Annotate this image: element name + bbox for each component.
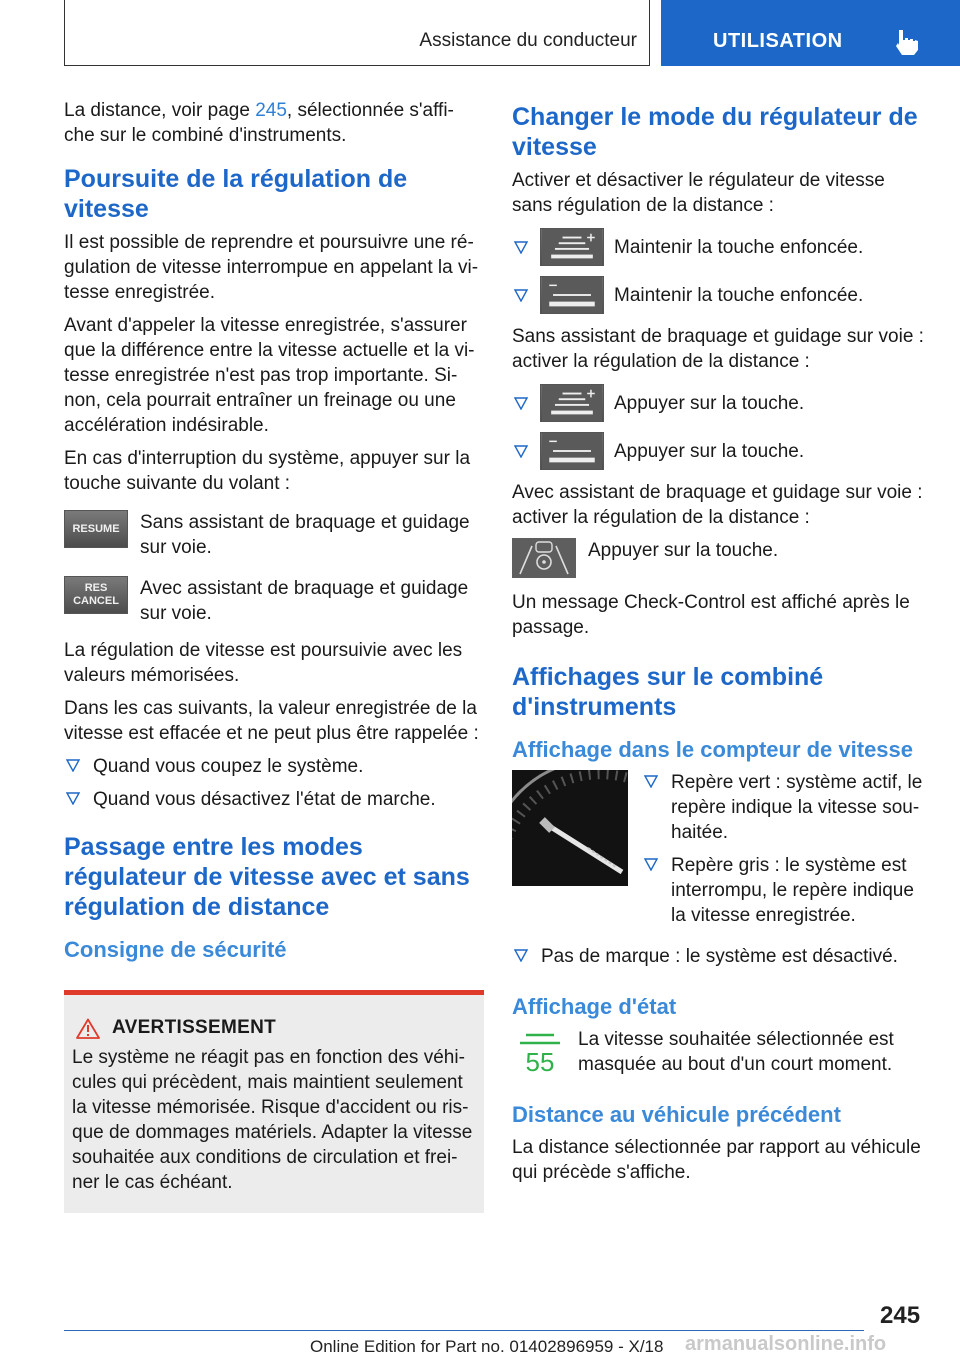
heading-resume: Poursuite de la régulation de vitesse bbox=[64, 165, 408, 223]
watermark-text: armanualsonline.info bbox=[685, 1333, 887, 1355]
page-header bbox=[64, 0, 960, 66]
warning-triangle-icon bbox=[76, 1018, 100, 1039]
heading-switch-modes: Passage entre les modes régulateur de vitesse avec et sans régulation de distance bbox=[64, 833, 470, 921]
distance-minus-button-icon bbox=[540, 276, 604, 314]
list-item: Quand vous coupez le système. bbox=[64, 754, 484, 779]
pointing-hand-icon bbox=[893, 28, 921, 56]
chapter-tab bbox=[661, 0, 960, 66]
resume-paragraph-5: Dans les cas suivants, la valeur enregistrée de la vitesse est effacée et ne peut plus être rappelée : bbox=[64, 698, 479, 744]
triangle-bullet-icon bbox=[66, 792, 80, 805]
list-item: Repère gris : le système est interrompu, le repère indique la vitesse enregistrée. bbox=[642, 853, 928, 928]
status-speed-number: 55 bbox=[525, 1047, 555, 1077]
press-text-3: Appuyer sur la touche. bbox=[588, 540, 779, 561]
section-title: Assistance du conducteur bbox=[419, 30, 637, 51]
resume-paragraph-3: En cas d'interruption du système, appuyer sur la touche suivante du volant : bbox=[64, 448, 471, 494]
set-speed-indicator-icon bbox=[512, 1027, 568, 1079]
status-row bbox=[512, 1027, 928, 1079]
intro-paragraph: La distance, voir page 245, sélectionnée s'affi-che sur le combiné d'instruments. bbox=[64, 100, 454, 146]
rescancel-button-image: RES CANCEL bbox=[64, 576, 128, 614]
triangle-bullet-icon bbox=[644, 858, 658, 871]
resume-paragraph-1: Il est possible de reprendre et poursuivre une ré-gulation de vitesse interrompue en appelant la vi-tesse enregistrée. bbox=[64, 232, 479, 303]
heading-status-display: Affichage d'état bbox=[512, 994, 677, 1019]
warning-box bbox=[64, 990, 484, 1213]
hold-row-1 bbox=[512, 228, 928, 266]
distance-paragraph: La distance sélectionnée par rapport au véhicule qui précède s'affiche. bbox=[512, 1137, 921, 1183]
speedometer-image bbox=[512, 770, 628, 886]
speedometer-list bbox=[642, 770, 928, 936]
hold-text-1: Maintenir la touche enfoncée. bbox=[614, 236, 864, 258]
warning-title-row bbox=[76, 1017, 476, 1039]
speedometer-list-2 bbox=[512, 944, 928, 969]
assist-paragraph: Avec assistant de braquage et guidage sur voie : activer la régulation de la distance : bbox=[512, 482, 923, 528]
triangle-bullet-icon bbox=[514, 397, 528, 410]
resume-paragraph-4: La régulation de vitesse est poursuivie avec les valeurs mémorisées. bbox=[64, 640, 463, 686]
press-row-3 bbox=[512, 538, 928, 578]
triangle-bullet-icon bbox=[644, 775, 658, 788]
heading-distance: Distance au véhicule précédent bbox=[512, 1102, 841, 1127]
triangle-bullet-icon bbox=[66, 759, 80, 772]
heading-safety: Consigne de sécurité bbox=[64, 937, 287, 962]
press-row-2 bbox=[512, 432, 928, 470]
resume-button-text: Sans assistant de braquage et guidage sur voie. bbox=[140, 512, 470, 558]
heading-speedometer-display: Affichage dans le compteur de vitesse bbox=[512, 737, 914, 762]
chapter-title: UTILISATION bbox=[713, 30, 843, 52]
list-item: Repère vert : système actif, le repère indique la vitesse sou-haitée. bbox=[642, 770, 928, 845]
rescancel-button-row bbox=[64, 576, 484, 626]
press-text-2: Appuyer sur la touche. bbox=[614, 440, 805, 462]
status-text: La vitesse souhaitée sélectionnée est masquée au bout d'un court moment. bbox=[578, 1029, 894, 1075]
section-tab bbox=[64, 0, 650, 66]
left-column bbox=[64, 98, 484, 1213]
heading-instrument-display: Affichages sur le combiné d'instruments bbox=[512, 663, 824, 721]
warning-text: Le système ne réagit pas en fonction des véhi-cules qui précèdent, mais maintient seulement la vitesse mémorisée. Risque d'accident ou ris-que de dommages matériels. Adapter la vitesse souhaitée aux conditions de circulation et frei-ner le cas échéant. bbox=[72, 1047, 473, 1193]
list-item: Pas de marque : le système est désactivé. bbox=[512, 944, 928, 969]
rescancel-button-text: Avec assistant de braquage et guidage sur voie. bbox=[140, 578, 469, 624]
resume-button-row bbox=[64, 510, 484, 560]
speedometer-section bbox=[512, 770, 928, 936]
page-number: 245 bbox=[880, 1302, 921, 1329]
page-link[interactable]: 245 bbox=[255, 100, 287, 121]
triangle-bullet-icon bbox=[514, 241, 528, 254]
warning-title: AVERTISSEMENT bbox=[112, 1017, 277, 1038]
distance-plus-button-icon bbox=[540, 384, 604, 422]
resume-paragraph-2: Avant d'appeler la vitesse enregistrée, s'assurer que la différence entre la vitesse actuelle et la vi-tesse enregistrée n'est pas trop importante. Si-non, cela pourrait entraîner un freinage ou une accélération indésirable. bbox=[64, 315, 475, 436]
list-item: Quand vous désactivez l'état de marche. bbox=[64, 787, 484, 812]
triangle-bullet-icon bbox=[514, 445, 528, 458]
heading-change-mode: Changer le mode du régulateur de vitesse bbox=[512, 103, 918, 161]
resume-button-image: RESUME bbox=[64, 510, 128, 548]
distance-minus-button-icon bbox=[540, 432, 604, 470]
check-control-paragraph: Un message Check-Control est affiché après le passage. bbox=[512, 592, 910, 638]
steering-assist-button-icon bbox=[512, 538, 576, 578]
triangle-bullet-icon bbox=[514, 949, 528, 962]
erase-list bbox=[64, 754, 484, 812]
footer-rule bbox=[64, 1330, 864, 1331]
hold-text-2: Maintenir la touche enfoncée. bbox=[614, 284, 864, 306]
right-column bbox=[512, 98, 928, 1193]
hold-row-2 bbox=[512, 276, 928, 314]
press-text-1: Appuyer sur la touche. bbox=[614, 392, 805, 414]
triangle-bullet-icon bbox=[514, 289, 528, 302]
change-paragraph: Activer et désactiver le régulateur de vitesse sans régulation de la distance : bbox=[512, 170, 885, 216]
press-row-1 bbox=[512, 384, 928, 422]
no-assist-paragraph: Sans assistant de braquage et guidage sur voie : activer la régulation de la distance : bbox=[512, 326, 924, 372]
distance-plus-button-icon bbox=[540, 228, 604, 266]
edition-text: Online Edition for Part no. 01402896959 - X/18 bbox=[310, 1337, 664, 1356]
